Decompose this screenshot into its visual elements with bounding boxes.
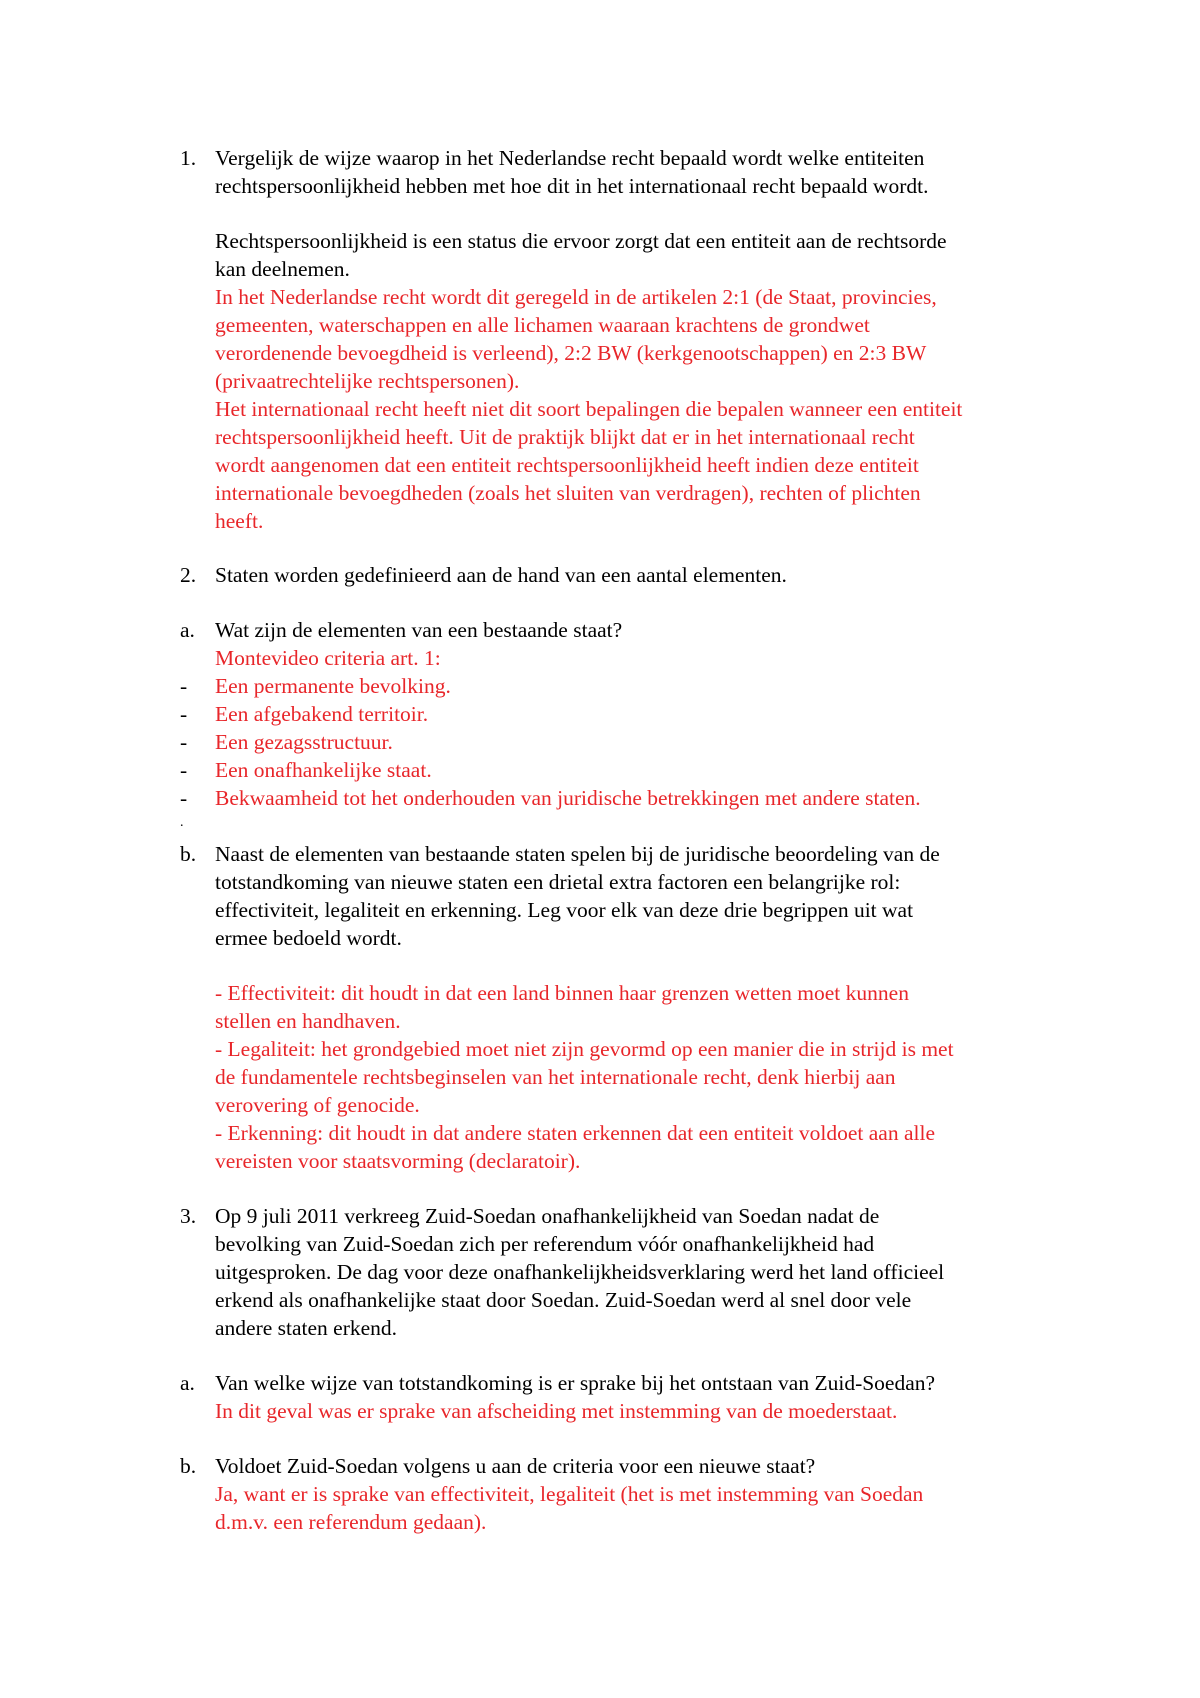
q2b-answer-line: - Effectiviteit: dit houdt in dat een land binnen haar grenzen wetten moet kunnen [215,981,909,1005]
q2a-answer-intro: Montevideo criteria art. 1: [215,646,441,670]
q2b-answer-line: vereisten voor staatsvorming (declaratoir). [215,1149,581,1173]
q1-intro-line: Rechtspersoonlijkheid is een status die ervoor zorgt dat een entiteit aan de rechtsorde [215,229,947,253]
q2a-bullet-item: Een gezagsstructuur. [215,730,393,754]
q1-answer-line: Het internationaal recht heeft niet dit soort bepalingen die bepalen wanneer een entiteit [215,397,963,421]
q2a-bullet-item: Een afgebakend territoir. [215,702,429,726]
q1-answer-line: internationale bevoegdheden (zoals het sluiten van verdragen), rechten of plichten [215,481,921,505]
q2b-answer-line: stellen en handhaven. [215,1009,401,1033]
q2b-answer-line: verovering of genocide. [215,1093,420,1117]
q2b-question-line: Naast de elementen van bestaande staten spelen bij de juridische beoordeling van de [215,842,940,866]
stray-dot: . [180,815,184,830]
q1-answer-line: (privaatrechtelijke rechtspersonen). [215,369,520,393]
q2b-answer-line: de fundamentele rechtsbeginselen van het internationale recht, denk hierbij aan [215,1065,896,1089]
bullet-dash: - [180,730,188,754]
q2a-question: Wat zijn de elementen van een bestaande staat? [215,618,623,642]
q3a-question: Van welke wijze van totstandkoming is er sprake bij het ontstaan van Zuid-Soedan? [215,1371,936,1395]
bullet-dash: - [180,758,188,782]
q3b-marker: b. [180,1454,197,1478]
q3a-marker: a. [180,1371,195,1395]
bullet-dash: - [180,786,188,810]
q3-question-line: erkend als onafhankelijke staat door Soedan. Zuid-Soedan werd al snel door vele [215,1288,912,1312]
q1-answer-line: gemeenten, waterschappen en alle lichamen waaraan krachtens de grondwet [215,313,870,337]
q3-question-line: Op 9 juli 2011 verkreeg Zuid-Soedan onafhankelijkheid van Soedan nadat de [215,1204,880,1228]
q2-number: 2. [180,563,197,587]
q1-answer-line: verordenende bevoegdheid is verleend), 2:2 BW (kerkgenootschappen) en 2:3 BW [215,341,927,365]
q3a-answer: In dit geval was er sprake van afscheiding met instemming van de moederstaat. [215,1399,898,1423]
q2a-bullet-item: Een permanente bevolking. [215,674,451,698]
bullet-dash: - [180,702,188,726]
q1-question-line: rechtspersoonlijkheid hebben met hoe dit in het internationaal recht bepaald wordt. [215,174,929,198]
q2b-answer-line: - Erkenning: dit houdt in dat andere staten erkennen dat een entiteit voldoet aan alle [215,1121,935,1145]
q2-question: Staten worden gedefinieerd aan de hand van een aantal elementen. [215,563,787,587]
q2a-bullet-item: Een onafhankelijke staat. [215,758,432,782]
q1-answer-line: heeft. [215,509,264,533]
q3-question-line: bevolking van Zuid-Soedan zich per referendum vóór onafhankelijkheid had [215,1232,875,1256]
q2b-question-line: effectiviteit, legaliteit en erkenning. Leg voor elk van deze drie begrippen uit wat [215,898,914,922]
q1-question-line: Vergelijk de wijze waarop in het Nederlandse recht bepaald wordt welke entiteiten [215,146,925,170]
q1-answer-line: wordt aangenomen dat een entiteit rechtspersoonlijkheid heeft indien deze entiteit [215,453,919,477]
q2b-answer-line: - Legaliteit: het grondgebied moet niet zijn gevormd op een manier die in strijd is met [215,1037,954,1061]
q3-question-line: andere staten erkend. [215,1316,398,1340]
q2b-question-line: totstandkoming van nieuwe staten een drietal extra factoren een belangrijke rol: [215,870,901,894]
bullet-dash: - [180,674,188,698]
q3b-answer-line: d.m.v. een referendum gedaan). [215,1510,487,1534]
q2b-marker: b. [180,842,197,866]
q3b-answer-line: Ja, want er is sprake van effectiviteit, legaliteit (het is met instemming van Soedan [215,1482,924,1506]
q2a-bullet-item: Bekwaamheid tot het onderhouden van juridische betrekkingen met andere staten. [215,786,921,810]
q2b-question-line: ermee bedoeld wordt. [215,926,402,950]
q1-answer-line: In het Nederlandse recht wordt dit geregeld in de artikelen 2:1 (de Staat, provincies, [215,285,937,309]
q1-intro-line: kan deelnemen. [215,257,350,281]
q2a-marker: a. [180,618,195,642]
q3-number: 3. [180,1204,197,1228]
q1-answer-line: rechtspersoonlijkheid heeft. Uit de praktijk blijkt dat er in het internationaal recht [215,425,915,449]
q1-number: 1. [180,146,197,170]
q3b-question: Voldoet Zuid-Soedan volgens u aan de criteria voor een nieuwe staat? [215,1454,816,1478]
q3-question-line: uitgesproken. De dag voor deze onafhankelijkheidsverklaring werd het land officieel [215,1260,945,1284]
